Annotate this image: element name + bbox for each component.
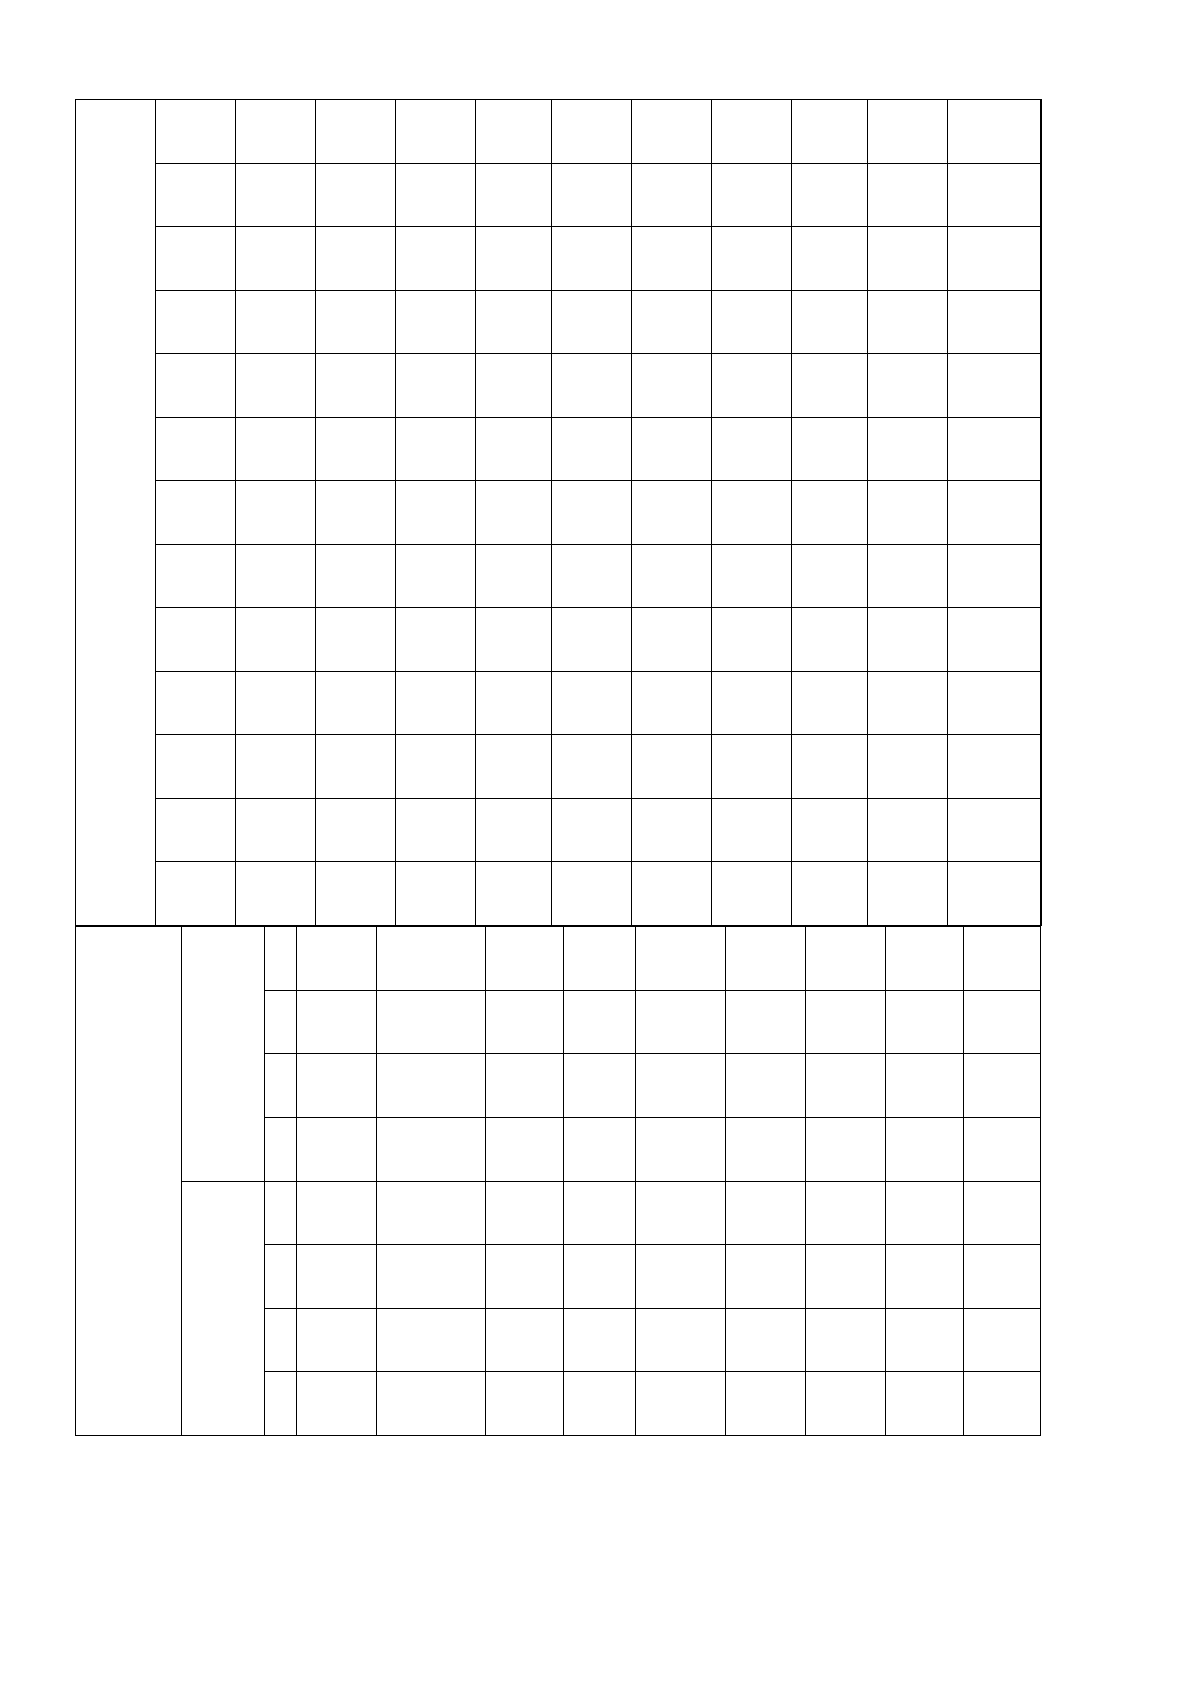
grid-cell [886,990,964,1054]
grid-cell [486,1245,564,1309]
table-row [76,1181,1041,1245]
grid-cell [396,100,476,164]
grid-cell [265,1372,296,1436]
grid-cell [236,544,316,608]
grid-cell [868,100,948,164]
grid-cell [564,1308,636,1372]
grid-cell [486,1308,564,1372]
grid-cell [236,608,316,672]
grid-cell [964,1054,1041,1118]
grid-cell [886,1372,964,1436]
grid-cell [236,671,316,735]
grid-cell [396,671,476,735]
grid-cell [964,1181,1041,1245]
grid-cell [948,798,1042,862]
grid-cell [868,163,948,227]
grid-cell [552,163,632,227]
grid-cell [552,354,632,418]
grid-cell [632,163,712,227]
table-row [76,290,1042,354]
grid-cell [805,1117,885,1181]
grid-cell [886,1054,964,1118]
grid-cell [316,798,396,862]
grid-cell [236,354,316,418]
grid-cell [476,735,552,799]
grid-cell [792,862,868,926]
grid-cell [156,227,236,291]
grid-cell [265,1308,296,1372]
grid-cell [792,671,868,735]
grid-cell [792,354,868,418]
grid-cell [712,100,792,164]
grid-cell [316,481,396,545]
grid-cell [486,990,564,1054]
grid-cell [236,100,316,164]
grid-cell [712,227,792,291]
grid-cell [636,1054,725,1118]
grid-cell [552,290,632,354]
grid-cell [805,1308,885,1372]
grid-cell [396,163,476,227]
grid-cell [376,1117,485,1181]
grid-cell [805,927,885,991]
grid-cell [316,227,396,291]
grid-cell [632,354,712,418]
grid-cell [948,290,1042,354]
grid-cell [552,798,632,862]
grid-cell [156,100,236,164]
grid-cell [316,735,396,799]
table-row [76,544,1042,608]
table-row [76,163,1042,227]
grid-cell [265,990,296,1054]
grid-cell [805,1181,885,1245]
lower-group-cell [181,927,265,1182]
grid-cell [725,990,805,1054]
grid-cell [886,1181,964,1245]
grid-cell [316,100,396,164]
grid-cell [396,354,476,418]
grid-cell [632,100,712,164]
grid-cell [486,927,564,991]
grid-cell [792,163,868,227]
grid-cell [868,798,948,862]
grid-cell [636,1372,725,1436]
grid-cell [792,227,868,291]
grid-cell [725,1245,805,1309]
grid-cell [868,608,948,672]
grid-cell [792,100,868,164]
grid-cell [316,417,396,481]
grid-cell [725,1308,805,1372]
table-row [76,100,1042,164]
grid-cell [564,1245,636,1309]
grid-cell [376,1054,485,1118]
grid-cell [476,417,552,481]
grid-cell [725,1372,805,1436]
table-row [76,354,1042,418]
grid-cell [712,481,792,545]
grid-cell [632,290,712,354]
grid-cell [156,354,236,418]
grid-cell [948,735,1042,799]
grid-cell [236,227,316,291]
grid-cell [396,227,476,291]
grid-cell [632,608,712,672]
grid-cell [236,481,316,545]
grid-cell [964,1245,1041,1309]
grid-cell [886,1117,964,1181]
grid-cell [632,735,712,799]
grid-cell [868,481,948,545]
grid-cell [316,671,396,735]
grid-cell [236,798,316,862]
grid-cell [712,798,792,862]
grid-cell [948,862,1042,926]
upper-label-cell [76,100,156,926]
grid-cell [396,290,476,354]
grid-cell [265,927,296,991]
grid-cell [396,608,476,672]
grid-cell [296,1308,376,1372]
upper-grid-table [75,99,1042,926]
grid-cell [296,1054,376,1118]
grid-cell [886,1245,964,1309]
grid-cell [712,671,792,735]
grid-cell [948,544,1042,608]
grid-cell [792,481,868,545]
grid-cell [805,1245,885,1309]
grid-cell [376,927,485,991]
grid-cell [564,1054,636,1118]
grid-cell [265,1054,296,1118]
grid-cell [296,1372,376,1436]
grid-cell [636,1181,725,1245]
grid-cell [296,990,376,1054]
grid-cell [632,798,712,862]
grid-cell [868,290,948,354]
grid-cell [265,1117,296,1181]
grid-cell [964,990,1041,1054]
grid-cell [948,354,1042,418]
grid-cell [396,417,476,481]
grid-cell [486,1117,564,1181]
grid-cell [396,481,476,545]
grid-cell [236,290,316,354]
grid-cell [948,100,1042,164]
grid-cell [725,927,805,991]
grid-cell [636,927,725,991]
grid-cell [792,290,868,354]
grid-cell [886,927,964,991]
grid-cell [868,354,948,418]
grid-cell [712,417,792,481]
grid-cell [712,163,792,227]
grid-cell [316,163,396,227]
grid-cell [564,1181,636,1245]
grid-cell [792,608,868,672]
grid-cell [868,544,948,608]
grid-cell [552,544,632,608]
grid-cell [636,1117,725,1181]
table-row [76,735,1042,799]
grid-cell [486,1054,564,1118]
grid-cell [805,1054,885,1118]
grid-cell [552,608,632,672]
grid-cell [868,227,948,291]
lower-group-cell [181,1181,265,1436]
grid-cell [712,862,792,926]
grid-cell [564,927,636,991]
grid-cell [636,1308,725,1372]
grid-cell [376,1181,485,1245]
grid-cell [316,544,396,608]
grid-cell [552,227,632,291]
grid-cell [265,1181,296,1245]
lower-label-cell [76,927,182,1436]
grid-cell [632,671,712,735]
grid-cell [396,544,476,608]
grid-cell [712,544,792,608]
grid-cell [376,990,485,1054]
grid-cell [712,290,792,354]
grid-cell [156,290,236,354]
lower-grid-table [75,926,1041,1436]
grid-cell [886,1308,964,1372]
grid-cell [236,735,316,799]
grid-cell [805,990,885,1054]
grid-cell [632,544,712,608]
grid-cell [552,735,632,799]
grid-cell [396,862,476,926]
grid-cell [948,481,1042,545]
grid-cell [476,671,552,735]
grid-cell [792,798,868,862]
grid-cell [476,544,552,608]
grid-cell [792,735,868,799]
grid-cell [476,608,552,672]
grid-cell [712,608,792,672]
table-row [76,227,1042,291]
grid-cell [725,1117,805,1181]
grid-cell [296,1245,376,1309]
grid-cell [964,1117,1041,1181]
grid-cell [476,354,552,418]
grid-cell [156,417,236,481]
grid-cell [376,1245,485,1309]
grid-cell [265,1245,296,1309]
grid-cell [948,163,1042,227]
table-row [76,671,1042,735]
grid-cell [316,290,396,354]
grid-cell [552,100,632,164]
grid-cell [236,163,316,227]
grid-cell [476,227,552,291]
grid-cell [486,1181,564,1245]
table-row [76,608,1042,672]
table-row [76,862,1042,926]
grid-cell [552,671,632,735]
table-row [76,927,1041,991]
grid-cell [948,227,1042,291]
grid-cell [712,354,792,418]
grid-cell [156,671,236,735]
grid-cell [868,862,948,926]
grid-cell [552,417,632,481]
grid-cell [156,735,236,799]
grid-cell [948,671,1042,735]
grid-cell [476,798,552,862]
grid-cell [564,1117,636,1181]
grid-cell [636,1245,725,1309]
grid-cell [792,417,868,481]
grid-cell [868,417,948,481]
grid-cell [712,735,792,799]
grid-cell [964,1308,1041,1372]
grid-cell [805,1372,885,1436]
grid-cell [296,1117,376,1181]
grid-cell [376,1372,485,1436]
grid-cell [296,1181,376,1245]
grid-cell [564,1372,636,1436]
grid-cell [396,798,476,862]
grid-cell [792,544,868,608]
grid-cell [552,481,632,545]
grid-cell [476,862,552,926]
grid-cell [296,927,376,991]
grid-cell [632,481,712,545]
table-row [76,417,1042,481]
table-row [76,481,1042,545]
grid-cell [632,417,712,481]
grid-cell [236,417,316,481]
grid-cell [316,354,396,418]
grid-cell [156,163,236,227]
grid-cell [476,290,552,354]
grid-cell [632,862,712,926]
grid-cell [552,862,632,926]
grid-cell [156,544,236,608]
grid-cell [564,990,636,1054]
grid-cell [396,735,476,799]
grid-cell [486,1372,564,1436]
grid-cell [725,1181,805,1245]
grid-cell [316,608,396,672]
grid-cell [964,1372,1041,1436]
grid-cell [948,608,1042,672]
grid-cell [964,927,1041,991]
grid-cell [156,608,236,672]
grid-cell [316,862,396,926]
grid-cell [725,1054,805,1118]
grid-cell [476,163,552,227]
grid-cell [948,417,1042,481]
grid-cell [868,671,948,735]
grid-cell [632,227,712,291]
grid-cell [476,481,552,545]
grid-cell [376,1308,485,1372]
grid-cell [236,862,316,926]
grid-cell [156,798,236,862]
table-row [76,798,1042,862]
grid-cell [636,990,725,1054]
grid-cell [156,862,236,926]
grid-cell [868,735,948,799]
grid-cell [476,100,552,164]
grid-cell [156,481,236,545]
